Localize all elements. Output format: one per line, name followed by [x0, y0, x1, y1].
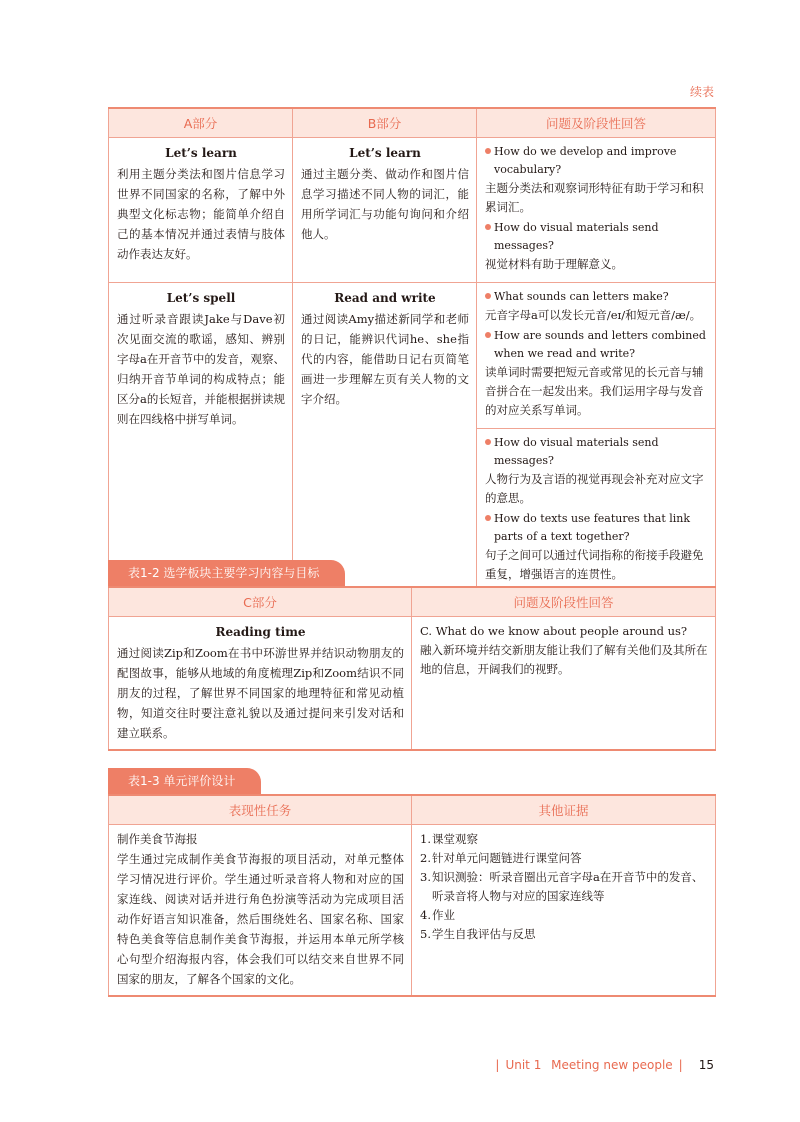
question-bullet: How do we develop and improve vocabulary? — [485, 143, 708, 179]
header-part-a: A部分 — [109, 108, 293, 137]
question-bullet: How are sounds and letters combined when we read and write? — [485, 327, 708, 363]
cell-b-lets-learn — [293, 137, 477, 282]
sub-title: Let’s learn — [165, 145, 237, 160]
answer-text: 主题分类法和观察词形特征有助于学习和积累词汇。 — [485, 180, 704, 214]
question-bullet: How do visual materials send messages? — [485, 434, 708, 470]
table-1-2 — [108, 586, 716, 751]
footer-divider: | — [678, 1058, 683, 1072]
header-other-evidence: 其他证据 — [412, 795, 716, 824]
sub-title: Let’s spell — [166, 290, 236, 305]
answer-text: 句子之间可以通过代词指称的衔接手段避免重复，增强语言的连贯性。 — [485, 547, 704, 581]
question-text: C. What do we know about people around us? — [420, 623, 688, 638]
list-item: 2. 针对单元问题链进行课堂问答 — [420, 850, 582, 865]
list-item: 4. 作业 — [420, 907, 455, 922]
answer-text: 视觉材料有助于理解意义。 — [485, 256, 623, 271]
continued-label: 续表 — [689, 85, 714, 99]
list-item: 5. 学生自我评估与反思 — [420, 926, 536, 941]
answer-text: 读单词时需要把短元音或常见的长元音与辅音拼合在一起发出来。我们运用字母与发音的对应关系写单词。 — [485, 364, 704, 417]
cell-text: 通过主题分类、做动作和图片信息学习描述不同人物的词汇，能用所学词汇与功能句询问和介绍他人。 — [301, 166, 469, 241]
table-1-3-caption: 表1-3 单元评价设计 — [108, 768, 261, 794]
cell-a-lets-spell — [109, 282, 293, 593]
list-item: 1. 课堂观察 — [420, 831, 478, 846]
sub-title: Reading time — [215, 624, 306, 639]
header-part-b: B部分 — [293, 108, 477, 137]
answer-text: 融入新环境并结交新朋友能让我们了解有关他们及其所在地的信息，开阔我们的视野。 — [420, 642, 708, 676]
cell-text: 利用主题分类法和图片信息学习世界不同国家的名称，了解中外典型文化标志物；能简单介绍自己的基本情况并通过表情与肢体动作表达友好。 — [117, 166, 285, 261]
cell-c-questions — [412, 616, 716, 750]
task-title: 制作美食节海报 — [117, 831, 198, 846]
header-questions: 问题及阶段性回答 — [477, 108, 716, 137]
task-text: 学生通过完成制作美食节海报的项目活动，对单元整体学习情况进行评价。学生通过听录音将人物和对应的国家连线、阅读对话并进行角色扮演等活动为完成项目活动作好语言知识准备，然后围绕姓名、国家名称、国家特色美食等信息制作美食节海报，并运用本单元所学核心句型介绍海报内容，体会我们可以结交来自世界不同国家的朋友，了解各个国家的文化。 — [117, 851, 404, 986]
footer-unit: Unit 1 — [505, 1058, 542, 1072]
cell-questions-row2a — [477, 282, 716, 428]
question-bullet: How do visual materials send messages? — [485, 219, 708, 255]
cell-performance-task — [109, 824, 412, 996]
question-bullet: How do texts use features that link parts of a text together? — [485, 510, 708, 546]
table-1-2-caption: 表1-2 选学板块主要学习内容与目标 — [108, 560, 345, 586]
cell-other-evidence — [412, 824, 716, 996]
cell-questions-row2b — [477, 428, 716, 593]
page-footer — [489, 1058, 714, 1072]
table-1-3 — [108, 794, 716, 997]
footer-unit-title: Meeting new people — [551, 1058, 673, 1072]
answer-text: 元音字母a可以发长元音/eɪ/和短元音/æ/。 — [485, 307, 702, 322]
sub-title: Read and write — [334, 290, 436, 305]
cell-b-read-and-write — [293, 282, 477, 593]
question-bullet: What sounds can letters make? — [485, 288, 708, 306]
cell-text: 通过阅读Amy描述新同学和老师的日记，能辨识代词he、she指代的内容，能借助日记右页简笔画进一步理解左页有关人物的文字介绍。 — [301, 311, 469, 406]
cell-questions-row1 — [477, 137, 716, 282]
cell-a-lets-learn — [109, 137, 293, 282]
cell-text: 通过阅读Zip和Zoom在书中环游世界并结识动物朋友的配图故事，能够从地域的角度梳理Zip和Zoom结识不同朋友的过程，了解世界不同国家的地理特征和常见动植物，知道交往时要注意礼貌以及通过提问来引发对话和建立联系。 — [117, 645, 404, 740]
footer-divider: | — [495, 1058, 500, 1072]
table-1-continued — [108, 107, 716, 594]
header-questions: 问题及阶段性回答 — [412, 587, 716, 616]
sub-title: Let’s learn — [349, 145, 421, 160]
cell-text: 通过听录音跟读Jake与Dave初次见面交流的歌谣，感知、辨别字母a在开音节中的发音，观察、归纳开音节单词的构成特点；能区分a的长短音，并能根据拼读规则在四线格中拼写单词。 — [117, 311, 285, 426]
header-performance-task: 表现性任务 — [109, 795, 412, 824]
cell-c-reading-time — [109, 616, 412, 750]
page-number: 15 — [698, 1058, 714, 1072]
list-item: 3. 知识测验：听录音圈出元音字母a在开音节中的发音、听录音将人物与对应的国家连线等 — [420, 869, 704, 903]
answer-text: 人物行为及言语的视觉再现会补充对应文字的意思。 — [485, 471, 704, 505]
header-part-c: C部分 — [109, 587, 412, 616]
